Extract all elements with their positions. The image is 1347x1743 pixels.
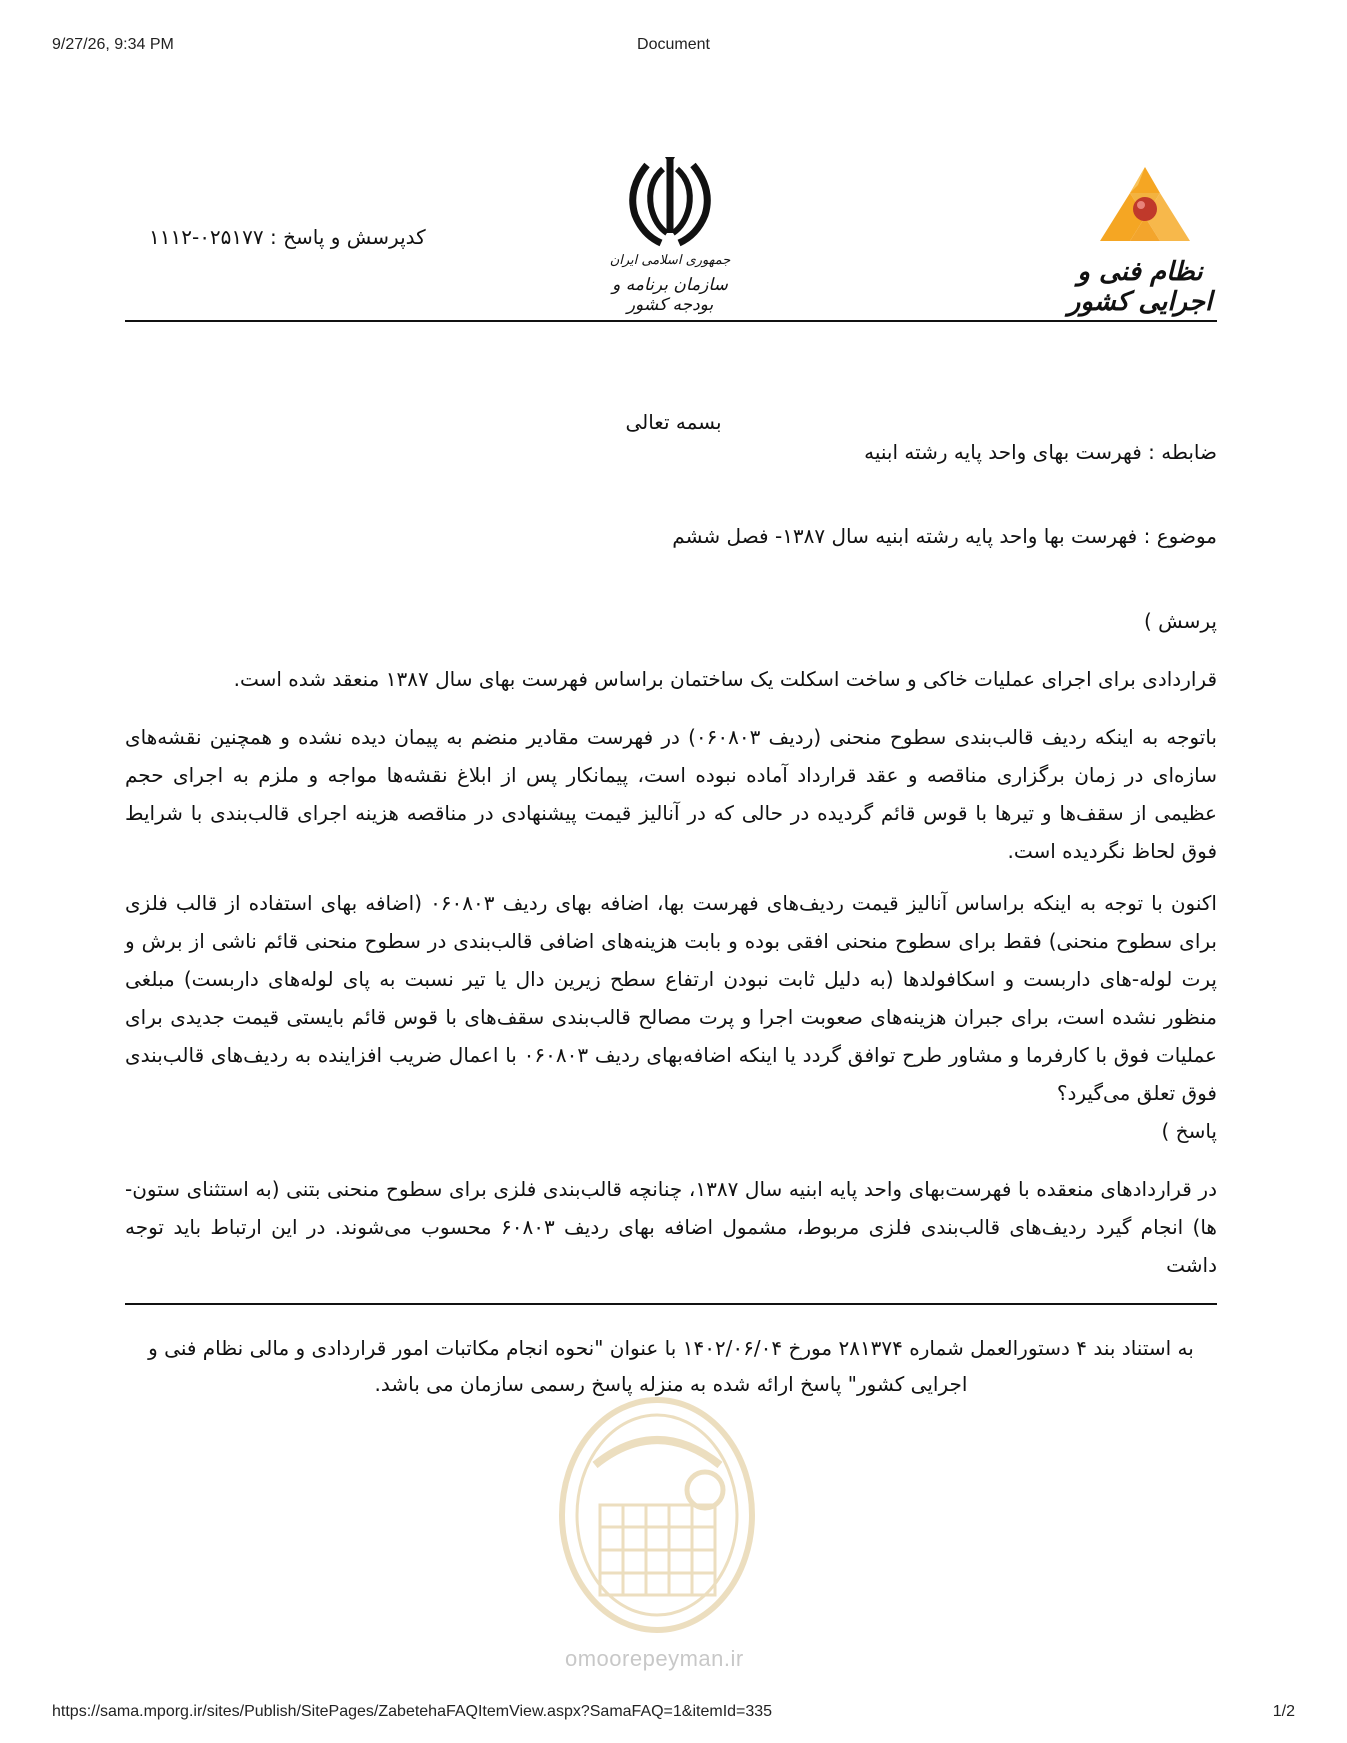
organization-logo (1060, 165, 1220, 315)
footnote-text: به استناد بند ۴ دستورالعمل شماره ۲۸۱۳۷۴ مورخ ۱۴۰۲/۰۶/۰۴ با عنوان "نحوه انجام مکاتبات امور قراردادی و مالی نظام فنی و اجرایی کشور" پاسخ ارائه شده به منزله پاسخ رسمی سازمان می باشد. (148, 1336, 1194, 1396)
footnote-divider (125, 1303, 1217, 1305)
header-divider (125, 320, 1217, 322)
answer-paragraph-1-text: در قراردادهای منعقده با فهرست‌بهای واحد پایه ابنیه سال ۱۳۸۷، چنانچه قالب‌بندی فلزی برای سطوح منحنی بتنی (به استثنای ستون-ها) انجام گیرد ردیف‌های قالب‌بندی فلزی مربوط، مشمول اضافه بهای ردیف ۶۰۸۰۳ محسوب می‌شوند. در این ارتباط باید توجه داشت (125, 1177, 1217, 1277)
subject-text: موضوع : فهرست بها واحد پایه رشته ابنیه سال ۱۳۸۷- فصل ششم (672, 524, 1217, 548)
watermark-site: omoorepeyman.ir (565, 1646, 744, 1671)
print-datetime: 9/27/26, 9:34 PM (52, 36, 174, 53)
watermark-seal-icon (555, 1395, 760, 1640)
question-paragraph-1 (125, 660, 1217, 698)
basmala: بسمه تعالی (625, 410, 722, 434)
footnote (125, 1330, 1217, 1402)
cube-logo-icon (1100, 165, 1190, 250)
organization-name: نظام فنی و اجرایی کشور (1067, 257, 1213, 317)
government-emblem (595, 155, 745, 315)
iran-emblem-icon (625, 155, 715, 250)
government-caption-line2: سازمان برنامه و بودجه کشور (612, 275, 728, 315)
print-document-title: Document (637, 36, 710, 53)
government-caption-line1: جمهوری اسلامی ایران (609, 253, 731, 268)
print-url: https://sama.mporg.ir/sites/Publish/SitePages/ZabetehaFAQItemView.aspx?SamaFAQ=1&itemId=335 (52, 1703, 773, 1720)
question-heading (125, 602, 1217, 640)
zabeteh-text: ضابطه : فهرست بهای واحد پایه رشته ابنیه (864, 440, 1217, 464)
question-paragraph-2-text: باتوجه به اینکه ردیف قالب‌بندی سطوح منحنی (ردیف ۰۶۰۸۰۳) در فهرست مقادیر منضم به پیمان دیده نشده و همچنین نقشه‌های سازه‌ای در زمان برگزاری مناقصه و عقد قرارداد آماده نبوده است، پیمانکار پس از ابلاغ نقشه‌ها مواجه و ملزم به اجرای حجم عظیمی از سقف‌ها و تیرها با قوس قائم گردیده در حالی که در آنالیز قیمت پیشنهادی در مناقصه هزینه اجرای قالب‌بندی با شرایط فوق لحاظ نگردیده است. (125, 725, 1217, 863)
print-page-number: 1/2 (1272, 1703, 1295, 1720)
question-answer-code: کدپرسش و پاسخ : ۰۲۵۱۷۷-۱۱۱۲ (149, 225, 426, 249)
question-paragraph-1-text: قراردادی برای اجرای عملیات خاکی و ساخت اسکلت یک ساختمان براساس فهرست بهای سال ۱۳۸۷ منعقد شده است. (233, 667, 1217, 691)
question-heading-text: پرسش ) (1143, 609, 1217, 633)
answer-heading (125, 1112, 1217, 1150)
question-paragraph-3-text: اکنون با توجه به اینکه براساس آنالیز قیمت ردیف‌های فهرست بها، اضافه بهای ردیف ۰۶۰۸۰۳ (اضافه بهای استفاده از قالب فلزی برای سطوح منحنی) فقط برای سطوح منحنی افقی بوده و بابت هزینه‌های اضافی قالب‌بندی در سطوح منحنی قائم ناشی از برش و پرت لوله-های داربست و اسکافولدها (به دلیل ثابت نبودن ارتفاع سطح زیرین دال یا تیر نسبت به پای لوله‌های داربست) مبلغی منظور نشده است، برای جبران هزینه‌های صعوبت اجرا و پرت مصالح قالب‌بندی سقف‌های با قوس قائم بایستی قیمت جدیدی برای عملیات فوق با کارفرما و مشاور طرح توافق گردد یا اینکه اضافه‌بهای ردیف ۰۶۰۸۰۳ با اعمال ضریب افزاینده به ردیف‌های قالب‌بندی فوق تعلق می‌گیرد؟ (125, 891, 1217, 1105)
zabeteh-line (125, 433, 1217, 471)
question-paragraph-2 (125, 718, 1217, 870)
answer-heading-text: پاسخ ) (1161, 1119, 1217, 1143)
answer-paragraph-1 (125, 1170, 1217, 1284)
letterhead (125, 155, 1217, 325)
question-paragraph-3 (125, 884, 1217, 1112)
subject-line (125, 517, 1217, 555)
